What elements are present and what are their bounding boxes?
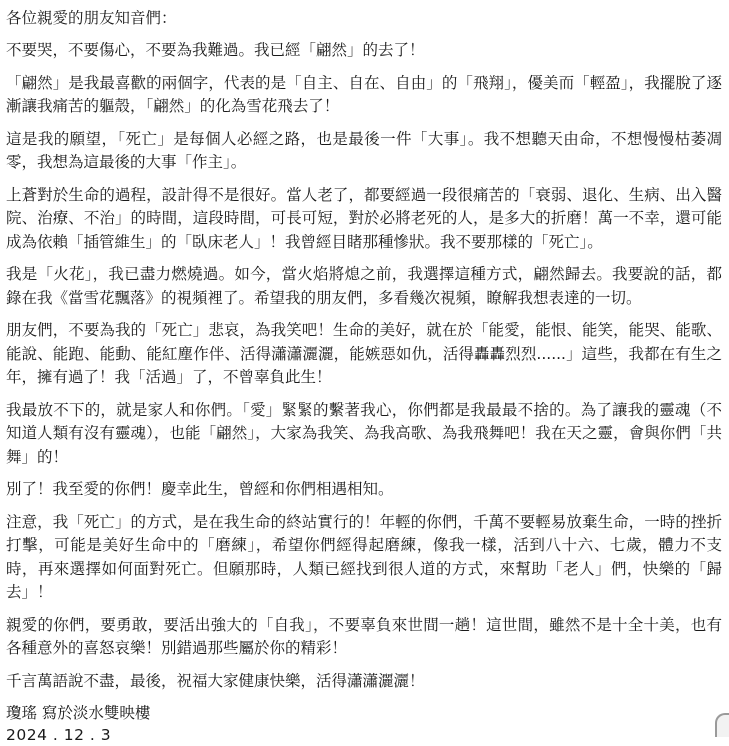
letter-paragraph-10: 親愛的你們，要勇敢，要活出強大的「自我」，不要辜負來世間一趟！這世間，雖然不是十全十美，也有各種意外的喜怒哀樂！別錯過那些屬於你的精彩！ [6, 615, 722, 657]
letter-paragraph-8: 別了！我至愛的你們！慶幸此生，曾經和你們相遇相知。 [6, 480, 394, 498]
letter-paragraph-1: 不要哭，不要傷心，不要為我難過。我已經「翩然」的去了！ [6, 41, 425, 59]
letter-document [6, 6, 722, 746]
letter-paragraph-4: 上蒼對於生命的過程，設計得不是很好。當人老了，都要經過一段很痛苦的「衰弱、退化、生病、出入醫院、治療、不治」的時間，這段時間，可長可短，對於必將老死的人，是多大的折磨！萬一不幸，還可能成為依賴「插管維生」的「臥床老人」！我曾經目睹那種慘狀。我不要那樣的「死亡」。 [6, 185, 722, 251]
letter-paragraph-5: 我是「火花」，我已盡力燃燒過。如今，當火焰將熄之前，我選擇這種方式，翩然歸去。我要說的話，都錄在我《當雪花飄落》的視頻裡了。希望我的朋友們，多看幾次視頻，瞭解我想表達的一切。 [6, 265, 722, 307]
letter-paragraph-9: 注意，我「死亡」的方式，是在我生命的終站實行的！年輕的你們，千萬不要輕易放棄生命，一時的挫折打擊，可能是美好生命中的「磨練」，希望你們經得起磨練，像我一樣，活到八十六、七歲，體力不支時，再來選擇如何面對死亡。但願那時，人類已經找到很人道的方式，來幫助「老人」們，快樂的「歸去」！ [6, 512, 722, 601]
letter-paragraph-7: 我最放不下的，就是家人和你們。「愛」緊緊的繫著我心，你們都是我最最不捨的。為了讓我的靈魂（不知道人類有沒有靈魂），也能「翩然」，大家為我笑、為我高歌、為我飛舞吧！我在天之靈，會與你們「共舞」的！ [6, 400, 722, 466]
letter-paragraph-11: 千言萬語說不盡，最後，祝福大家健康快樂，活得瀟瀟灑灑！ [6, 671, 425, 690]
letter-greeting: 各位親愛的朋友知音們： [6, 9, 177, 27]
corner-scroll-icon[interactable] [715, 713, 729, 737]
letter-date: 2024 . 12 . 3 [6, 726, 112, 744]
letter-paragraph-3: 這是我的願望，「死亡」是每個人必經之路，也是最後一件「大事」。我不想聽天由命，不想慢慢枯萎凋零，我想為這最後的大事「作主」。 [6, 129, 722, 171]
letter-paragraph-6: 朋友們，不要為我的「死亡」悲哀，為我笑吧！生命的美好，就在於「能愛，能恨、能笑，能哭、能歌、能說、能跑、能動、能紅塵作伴、活得瀟瀟灑灑，能嫉惡如仇，活得轟轟烈烈......」這些，我都在有生之年，擁有過了！我「活過」了，不曾辜負此生！ [6, 321, 722, 386]
letter-signature: 瓊瑤 寫於淡水雙映樓 [6, 704, 151, 722]
letter-paragraph-2: 「翩然」是我最喜歡的兩個字，代表的是「自主、自在、自由」的「飛翔」，優美而「輕盈」，我擺脫了逐漸讓我痛苦的軀殼，「翩然」的化為雪花飛去了！ [6, 73, 722, 115]
